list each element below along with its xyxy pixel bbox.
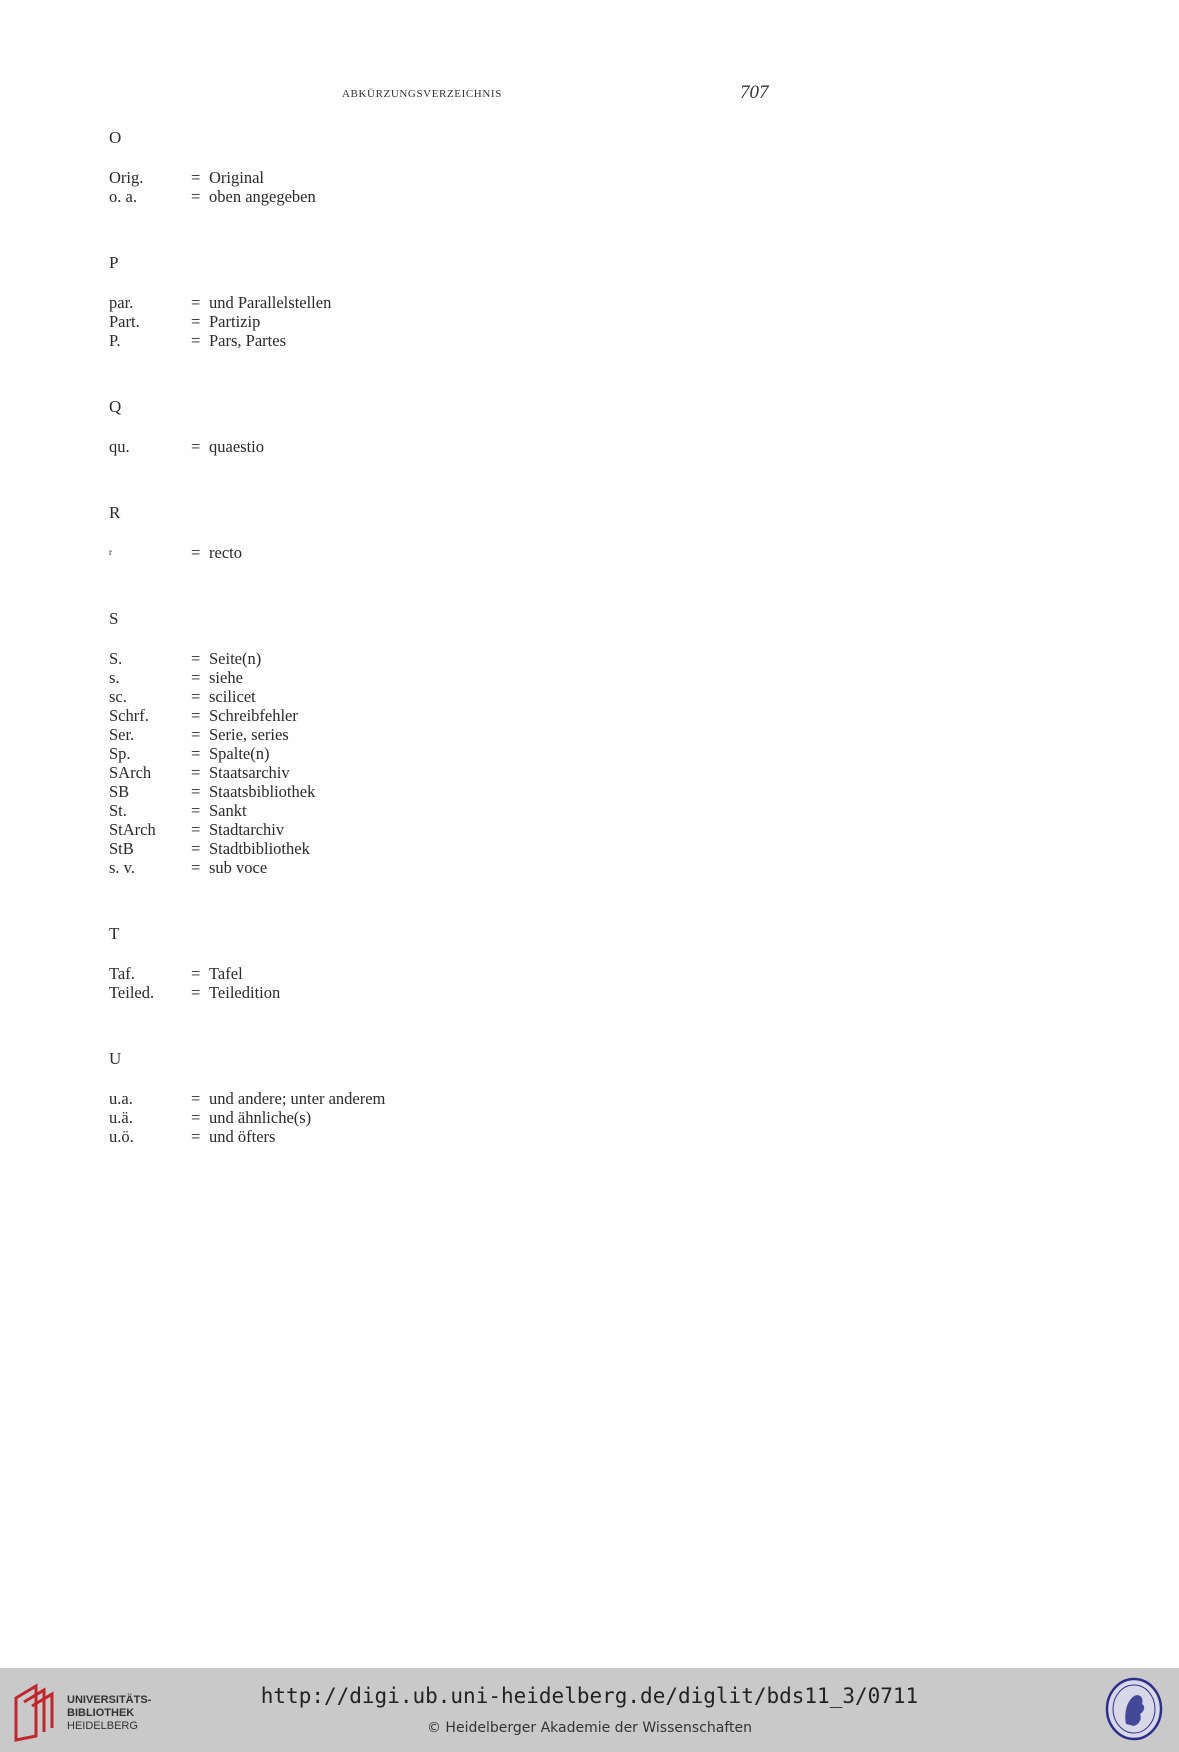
abbreviation: s. bbox=[109, 668, 120, 687]
section-letter: T bbox=[109, 924, 120, 943]
abbreviation: Teiled. bbox=[109, 983, 155, 1002]
abbreviation: par. bbox=[109, 293, 134, 312]
section-p bbox=[109, 253, 809, 350]
equals-sign: = bbox=[191, 1089, 201, 1108]
definition: Spalte(n) bbox=[209, 744, 270, 763]
section-letter: P bbox=[109, 253, 119, 272]
definition: sub voce bbox=[209, 858, 268, 877]
section-t bbox=[109, 924, 809, 1002]
equals-sign: = bbox=[191, 820, 201, 839]
abbreviation: r bbox=[109, 547, 112, 557]
section-u bbox=[109, 1049, 809, 1146]
abbreviation-entry bbox=[109, 649, 809, 668]
definition: Schreibfehler bbox=[209, 706, 298, 725]
abbreviation: sc. bbox=[109, 687, 127, 706]
definition: und ähnliche(s) bbox=[209, 1108, 312, 1127]
definition: oben angegeben bbox=[209, 187, 316, 206]
equals-sign: = bbox=[191, 543, 201, 562]
library-logo-text: UNIVERSITÄTS- BIBLIOTHEK HEIDELBERG bbox=[67, 1694, 152, 1732]
section-letter: S bbox=[109, 609, 119, 628]
abbreviation-entry bbox=[109, 312, 809, 331]
abbreviation-entry bbox=[109, 725, 809, 744]
equals-sign: = bbox=[191, 801, 201, 820]
equals-sign: = bbox=[191, 687, 201, 706]
abbreviation: s. v. bbox=[109, 858, 135, 877]
abbreviation-entry bbox=[109, 168, 809, 187]
abbreviation: SB bbox=[109, 782, 130, 801]
abbreviation-entry bbox=[109, 187, 809, 206]
equals-sign: = bbox=[191, 668, 201, 687]
abbreviation-entry bbox=[109, 744, 809, 763]
abbreviation: StB bbox=[109, 839, 134, 858]
footer-bar bbox=[0, 1668, 1179, 1752]
definition: Serie, series bbox=[209, 725, 289, 744]
definition: Stadtbibliothek bbox=[209, 839, 310, 858]
section-letter: U bbox=[109, 1049, 122, 1068]
abbreviation: Part. bbox=[109, 312, 140, 331]
equals-sign: = bbox=[191, 293, 201, 312]
equals-sign: = bbox=[191, 744, 201, 763]
abbreviation-entry bbox=[109, 293, 809, 312]
abbreviation-entry bbox=[109, 1127, 809, 1146]
equals-sign: = bbox=[191, 331, 201, 350]
definition: Tafel bbox=[209, 964, 243, 983]
abbreviation-entry bbox=[109, 668, 809, 687]
abbreviation-entry bbox=[109, 1089, 809, 1108]
abbreviation: P. bbox=[109, 331, 121, 350]
equals-sign: = bbox=[191, 312, 201, 331]
abbreviation: St. bbox=[109, 801, 127, 820]
abbreviation-entry bbox=[109, 983, 809, 1002]
abbreviation: Sp. bbox=[109, 744, 131, 763]
academy-seal-icon bbox=[1104, 1676, 1164, 1742]
equals-sign: = bbox=[191, 763, 201, 782]
equals-sign: = bbox=[191, 1108, 201, 1127]
abbreviation: Orig. bbox=[109, 168, 144, 187]
definition: Teiledition bbox=[209, 983, 281, 1002]
section-letter: Q bbox=[109, 397, 122, 416]
abbreviation-entry bbox=[109, 706, 809, 725]
definition: quaestio bbox=[209, 437, 264, 456]
abbreviation: u.ä. bbox=[109, 1108, 133, 1127]
abbreviation: StArch bbox=[109, 820, 156, 839]
abbreviation-entry bbox=[109, 437, 809, 456]
definition: Stadtarchiv bbox=[209, 820, 285, 839]
abbreviation-entry bbox=[109, 782, 809, 801]
equals-sign: = bbox=[191, 839, 201, 858]
abbreviation: SArch bbox=[109, 763, 152, 782]
abbreviation-entry bbox=[109, 331, 809, 350]
equals-sign: = bbox=[191, 858, 201, 877]
equals-sign: = bbox=[191, 964, 201, 983]
definition: Pars, Partes bbox=[209, 331, 286, 350]
abbreviation-entry bbox=[109, 820, 809, 839]
definition: Original bbox=[209, 168, 264, 187]
running-title: abkürzungsverzeichnis bbox=[342, 84, 502, 101]
abbreviation-entry bbox=[109, 687, 809, 706]
equals-sign: = bbox=[191, 725, 201, 744]
definition: Staatsbibliothek bbox=[209, 782, 316, 801]
abbreviation-entry bbox=[109, 763, 809, 782]
abbreviation-entry bbox=[109, 543, 809, 562]
section-s bbox=[109, 609, 809, 877]
equals-sign: = bbox=[191, 706, 201, 725]
abbreviation: Ser. bbox=[109, 725, 135, 744]
definition: scilicet bbox=[209, 687, 256, 706]
document-url[interactable]: http://digi.ub.uni-heidelberg.de/diglit/bds11_3/0711 bbox=[260, 1684, 919, 1708]
equals-sign: = bbox=[191, 168, 201, 187]
abbreviation-entry bbox=[109, 839, 809, 858]
abbreviation: u.a. bbox=[109, 1089, 133, 1108]
section-letter: O bbox=[109, 128, 122, 147]
abbreviation-entry bbox=[109, 1108, 809, 1127]
abbreviation: Schrf. bbox=[109, 706, 149, 725]
equals-sign: = bbox=[191, 983, 201, 1002]
abbreviation-list bbox=[109, 128, 809, 1193]
abbreviation: qu. bbox=[109, 437, 130, 456]
section-q bbox=[109, 397, 809, 456]
definition: recto bbox=[209, 543, 242, 562]
definition: und öfters bbox=[209, 1127, 276, 1146]
equals-sign: = bbox=[191, 437, 201, 456]
section-r bbox=[109, 503, 809, 562]
equals-sign: = bbox=[191, 1127, 201, 1146]
abbreviation-entry bbox=[109, 964, 809, 983]
equals-sign: = bbox=[191, 782, 201, 801]
equals-sign: = bbox=[191, 649, 201, 668]
page-number: 707 bbox=[740, 82, 769, 103]
abbreviation: o. a. bbox=[109, 187, 137, 206]
abbreviation: Taf. bbox=[109, 964, 135, 983]
abbreviation: u.ö. bbox=[109, 1127, 134, 1146]
equals-sign: = bbox=[191, 187, 201, 206]
copyright-notice: © Heidelberger Akademie der Wissenschaften bbox=[426, 1720, 752, 1736]
definition: Sankt bbox=[209, 801, 247, 820]
definition: Seite(n) bbox=[209, 649, 262, 668]
section-o bbox=[109, 128, 809, 206]
definition: Staatsarchiv bbox=[209, 763, 290, 782]
abbreviation: S. bbox=[109, 649, 123, 668]
definition: siehe bbox=[209, 668, 243, 687]
abbreviation-entry bbox=[109, 801, 809, 820]
definition: und andere; unter anderem bbox=[209, 1089, 386, 1108]
abbreviation-entry bbox=[109, 858, 809, 877]
definition: Partizip bbox=[209, 312, 261, 331]
section-letter: R bbox=[109, 503, 121, 522]
definition: und Parallelstellen bbox=[209, 293, 332, 312]
